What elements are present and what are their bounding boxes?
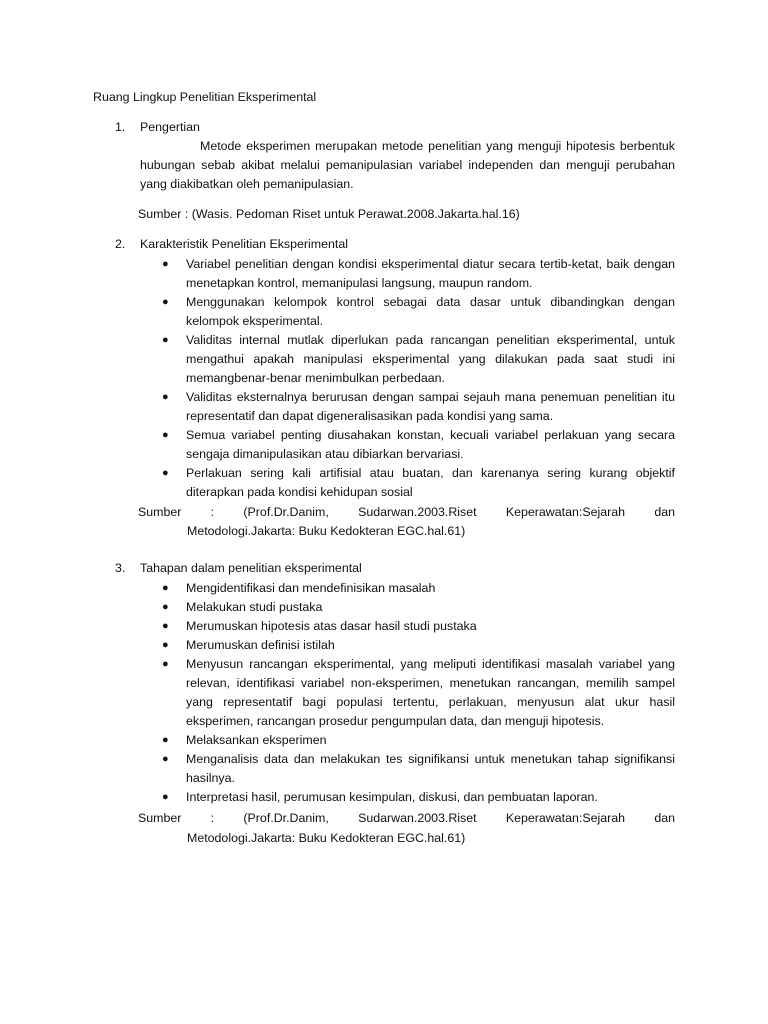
list-item: ● Melakukan studi pustaka	[160, 598, 675, 617]
section-number: 1.	[115, 120, 126, 134]
list-item: ● Semua variabel penting diusahakan konstan, kecuali variabel perlakuan yang secara sengaja dimanipulasikan atau dibiarkan bervariasi.	[162, 428, 675, 461]
bullet-dot-icon: ●	[162, 296, 169, 308]
section-2-source-line-2: Metodologi.Jakarta: Buku Kedokteran EGC.hal.61)	[187, 524, 466, 538]
list-item: ● Menggunakan kelompok kontrol sebagai data dasar untuk dibandingkan dengan kelompok eksperimental.	[162, 295, 675, 328]
section-3-bullet-list	[160, 579, 675, 807]
list-item: ● Menganalisis data dan melakukan tes signifikansi untuk menetukan tahap signifikansi hasilnya.	[162, 752, 675, 785]
section-2-heading	[115, 235, 348, 254]
list-item: ● Validitas eksternalnya berurusan dengan sampai sejauh mana penemuan penelitian itu representatif dan dapat digeneralisasikan pada kondisi yang sama.	[162, 390, 675, 423]
section-3-heading	[115, 559, 362, 578]
list-item: ● Merumuskan hipotesis atas dasar hasil studi pustaka	[160, 617, 675, 636]
bullet-dot-icon: ●	[162, 582, 169, 594]
list-item: ● Menyusun rancangan eksperimental, yang meliputi identifikasi masalah variabel yang relevan, identifikasi variabel non-eksperimen, menetukan rancangan, memilih sampel yang representatif bagi populasi tertentu, perlakuan, menyusun alat ukur hasil eksperimen, rancangan prosedur pengumpulan data, dan menguji hipotesis.	[162, 657, 675, 728]
bullet-dot-icon: ●	[162, 620, 169, 632]
list-item: ● Perlakuan sering kali artifisial atau buatan, dan karenanya sering kurang objektif diterapkan pada kondisi kehidupan sosial	[162, 466, 675, 499]
list-item: ● Validitas internal mutlak diperlukan pada rancangan penelitian eksperimental, untuk mengathui apakah manipulasi eksperimental yang dilakukan pada saat studi ini memangbenar-benar menimbulkan perbedaan.	[162, 333, 675, 385]
list-item: ● Interpretasi hasil, perumusan kesimpulan, diskusi, dan pembuatan laporan.	[160, 788, 675, 807]
section-title: Tahapan dalam penelitian eksperimental	[140, 561, 362, 575]
list-item: ● Mengidentifikasi dan mendefinisikan masalah	[160, 579, 675, 598]
list-item: ● Merumuskan definisi istilah	[160, 636, 675, 655]
bullet-dot-icon: ●	[162, 258, 169, 270]
section-3-source-line-1: Sumber : (Prof.Dr.Danim, Sudarwan.2003.Riset Keperawatan:Sejarah dan	[138, 811, 675, 825]
document-title: Ruang Lingkup Penelitian Eksperimental	[93, 90, 317, 104]
bullet-dot-icon: ●	[162, 391, 169, 403]
section-title: Karakteristik Penelitian Eksperimental	[140, 237, 348, 251]
section-1-heading	[115, 118, 200, 137]
bullet-dot-icon: ●	[162, 734, 169, 746]
bullet-dot-icon: ●	[162, 753, 169, 765]
bullet-dot-icon: ●	[162, 601, 169, 613]
section-3-source-line-2: Metodologi.Jakarta: Buku Kedokteran EGC.hal.61)	[187, 831, 466, 845]
list-item: ● Variabel penelitian dengan kondisi eksperimental diatur secara tertib-ketat, baik dengan menetapkan kontrol, memanipulasi langsung, maupun random.	[162, 257, 675, 290]
section-2-bullet-list	[160, 255, 675, 502]
bullet-dot-icon: ●	[162, 791, 169, 803]
bullet-dot-icon: ●	[162, 658, 169, 670]
section-title: Pengertian	[140, 120, 200, 134]
list-item: ● Melaksankan eksperimen	[160, 731, 675, 750]
section-2-source-line-1: Sumber : (Prof.Dr.Danim, Sudarwan.2003.Riset Keperawatan:Sejarah dan	[138, 505, 675, 519]
section-number: 2.	[115, 237, 126, 251]
bullet-dot-icon: ●	[162, 467, 169, 479]
bullet-dot-icon: ●	[162, 639, 169, 651]
section-number: 3.	[115, 561, 126, 575]
section-1-paragraph: Metode eksperimen merupakan metode penelitian yang menguji hipotesis berbentuk hubungan sebab akibat melalui pemanipulasian variabel independen dan menguji perubahan yang diakibatkan oleh pemanipulasian.	[140, 139, 675, 191]
bullet-dot-icon: ●	[162, 334, 169, 346]
bullet-dot-icon: ●	[162, 429, 169, 441]
section-1-source: Sumber : (Wasis. Pedoman Riset untuk Perawat.2008.Jakarta.hal.16)	[138, 207, 520, 221]
